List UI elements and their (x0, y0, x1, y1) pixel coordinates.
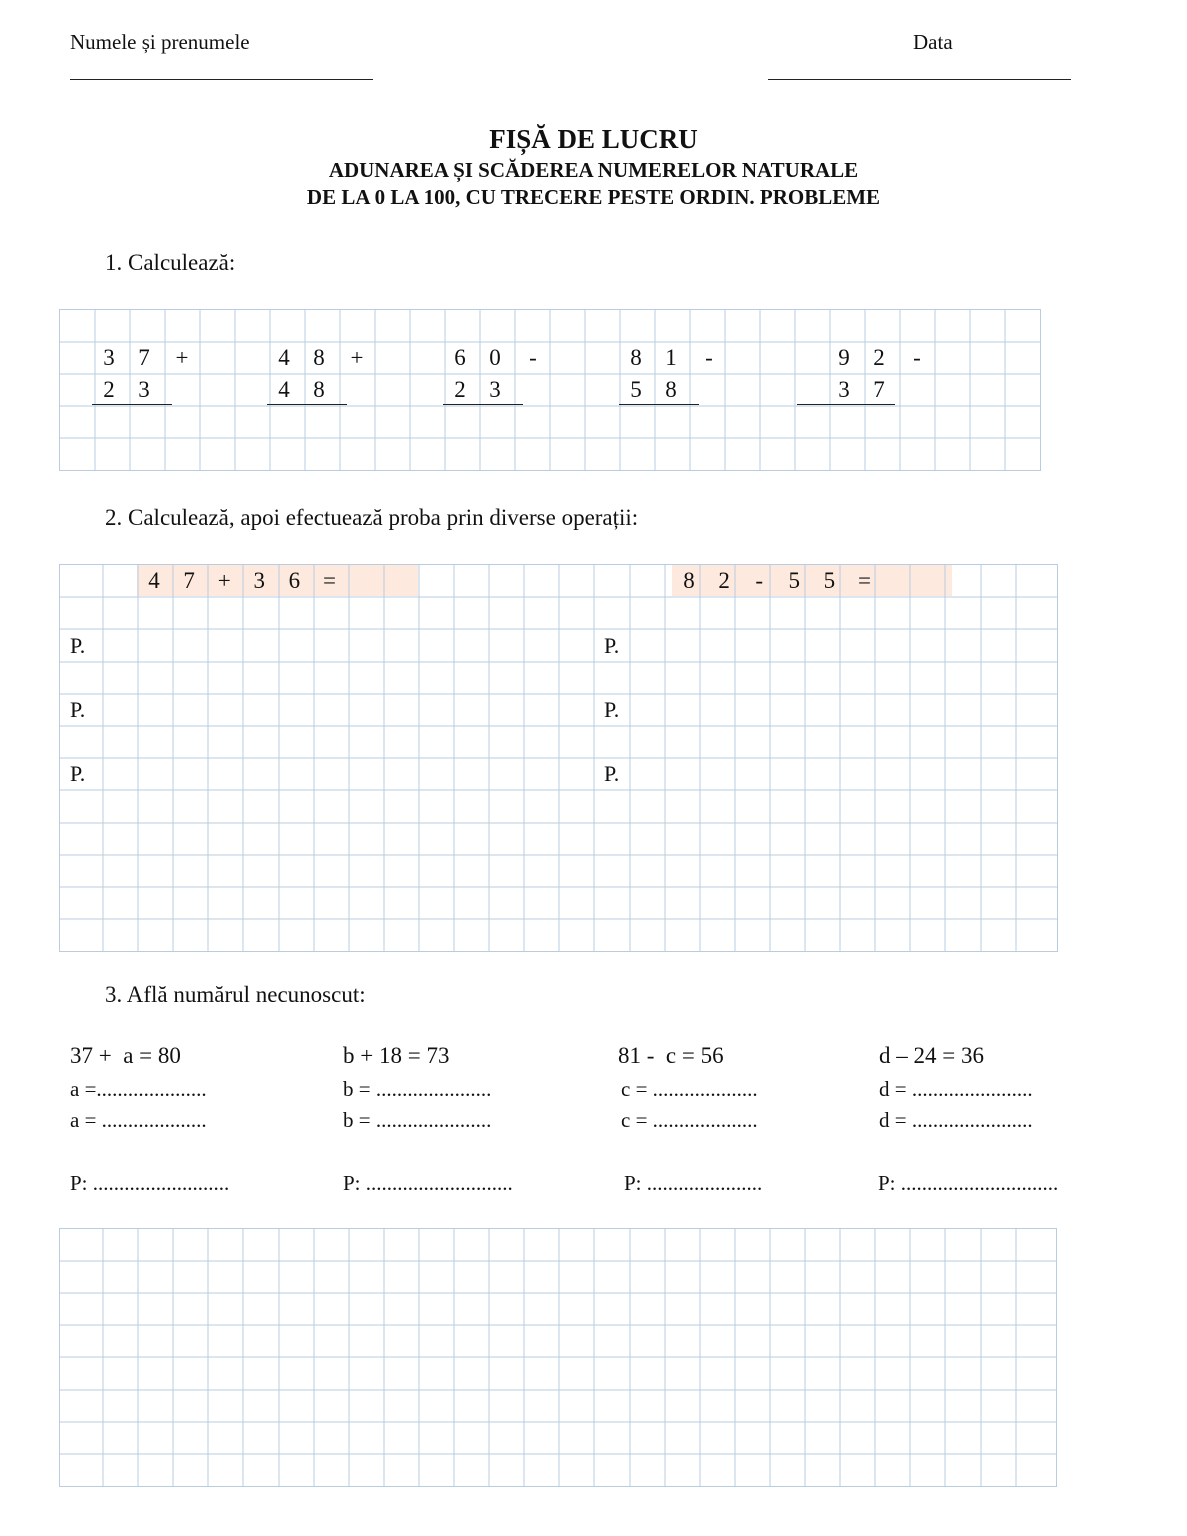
left-expression-char: = (323, 568, 336, 593)
answer-a-line-1[interactable]: a =..................... (70, 1077, 207, 1101)
left-expression-char: + (217, 568, 231, 593)
answer-c-line-2[interactable]: c = .................... (621, 1108, 758, 1132)
proof-a-line[interactable]: P: .......................... (70, 1171, 230, 1195)
right-expression-char: 5 (788, 568, 801, 593)
operand-digit: 6 (454, 345, 466, 370)
operand-digit: 3 (489, 377, 501, 402)
date-label: Data (913, 30, 953, 54)
task3-heading: 3. Află numărul necunoscut: (105, 982, 366, 1007)
operand-digit: 8 (313, 377, 325, 402)
proof-label-left-2: P. (70, 697, 86, 722)
answer-b-line-1[interactable]: b = ...................... (343, 1077, 492, 1101)
operand-digit: 0 (489, 345, 501, 370)
right-expression-char: - (755, 568, 764, 593)
name-label: Numele și prenumele (70, 30, 250, 54)
answer-d-line-1[interactable]: d = ....................... (879, 1077, 1033, 1101)
proof-d-line[interactable]: P: .............................. (878, 1171, 1059, 1195)
task3-grid[interactable] (59, 1228, 1057, 1487)
proof-c-line[interactable]: P: ...................... (624, 1171, 763, 1195)
equation-a: 37 + a = 80 (70, 1043, 181, 1068)
left-expression-char: 4 (148, 568, 160, 593)
proof-label-left-3: P. (70, 761, 86, 786)
operand-digit: 9 (838, 345, 850, 370)
result-line (92, 404, 172, 405)
answer-c-line-1[interactable]: c = .................... (621, 1077, 758, 1101)
answer-b-line-2[interactable]: b = ...................... (343, 1108, 492, 1132)
operand-digit: 3 (838, 377, 850, 402)
right-expression-char: 2 (718, 568, 730, 593)
date-input-line[interactable] (768, 79, 1071, 80)
operand-digit: 2 (103, 377, 115, 402)
operand-digit: 2 (873, 345, 885, 370)
equation-c: 81 - c = 56 (618, 1043, 724, 1068)
operator-sign: + (350, 345, 364, 370)
proof-label-right-2: P. (604, 697, 620, 722)
operand-digit: 1 (665, 345, 677, 370)
answer-d-line-2[interactable]: d = ....................... (879, 1108, 1033, 1132)
right-expression-char: = (858, 568, 871, 593)
operator-sign: - (705, 345, 713, 370)
name-input-line[interactable] (70, 79, 373, 80)
operand-digit: 7 (138, 345, 150, 370)
left-expression-char: 7 (183, 568, 195, 593)
worksheet-title: FIȘĂ DE LUCRU (489, 124, 698, 154)
equation-b: b + 18 = 73 (343, 1043, 450, 1068)
result-line (443, 404, 523, 405)
proof-label-right-3: P. (604, 761, 620, 786)
task2-heading: 2. Calculează, apoi efectuează proba prin diverse operații: (105, 505, 639, 530)
operator-sign: - (913, 345, 921, 370)
operand-digit: 3 (103, 345, 115, 370)
operand-digit: 8 (630, 345, 642, 370)
operator-sign: + (175, 345, 189, 370)
operand-digit: 8 (313, 345, 325, 370)
operand-digit: 4 (278, 345, 290, 370)
result-line (797, 404, 895, 405)
task2-grid[interactable] (59, 564, 1058, 952)
answer-a-line-2[interactable]: a = .................... (70, 1108, 207, 1132)
operand-digit: 5 (630, 377, 642, 402)
operand-digit: 7 (873, 377, 885, 402)
right-expression-char: 5 (823, 568, 836, 593)
operand-digit: 2 (454, 377, 466, 402)
task1-grid[interactable] (59, 309, 1041, 471)
operand-digit: 3 (138, 377, 150, 402)
proof-label-right-1: P. (604, 633, 620, 658)
result-line (619, 404, 699, 405)
worksheet-subtitle-2: DE LA 0 LA 100, CU TRECERE PESTE ORDIN. PROBLEME (306, 185, 881, 209)
result-line (267, 404, 347, 405)
worksheet-subtitle-1: ADUNAREA ȘI SCĂDEREA NUMERELOR NATURALE (328, 158, 859, 182)
left-expression-char: 6 (288, 568, 301, 593)
right-expression-char: 8 (683, 568, 695, 593)
proof-b-line[interactable]: P: ............................ (343, 1171, 513, 1195)
operand-digit: 4 (278, 377, 290, 402)
left-expression-char: 3 (253, 568, 266, 593)
operator-sign: - (529, 345, 537, 370)
proof-label-left-1: P. (70, 633, 86, 658)
operand-digit: 8 (665, 377, 677, 402)
equation-d: d – 24 = 36 (879, 1043, 984, 1068)
task1-heading: 1. Calculează: (105, 250, 236, 275)
